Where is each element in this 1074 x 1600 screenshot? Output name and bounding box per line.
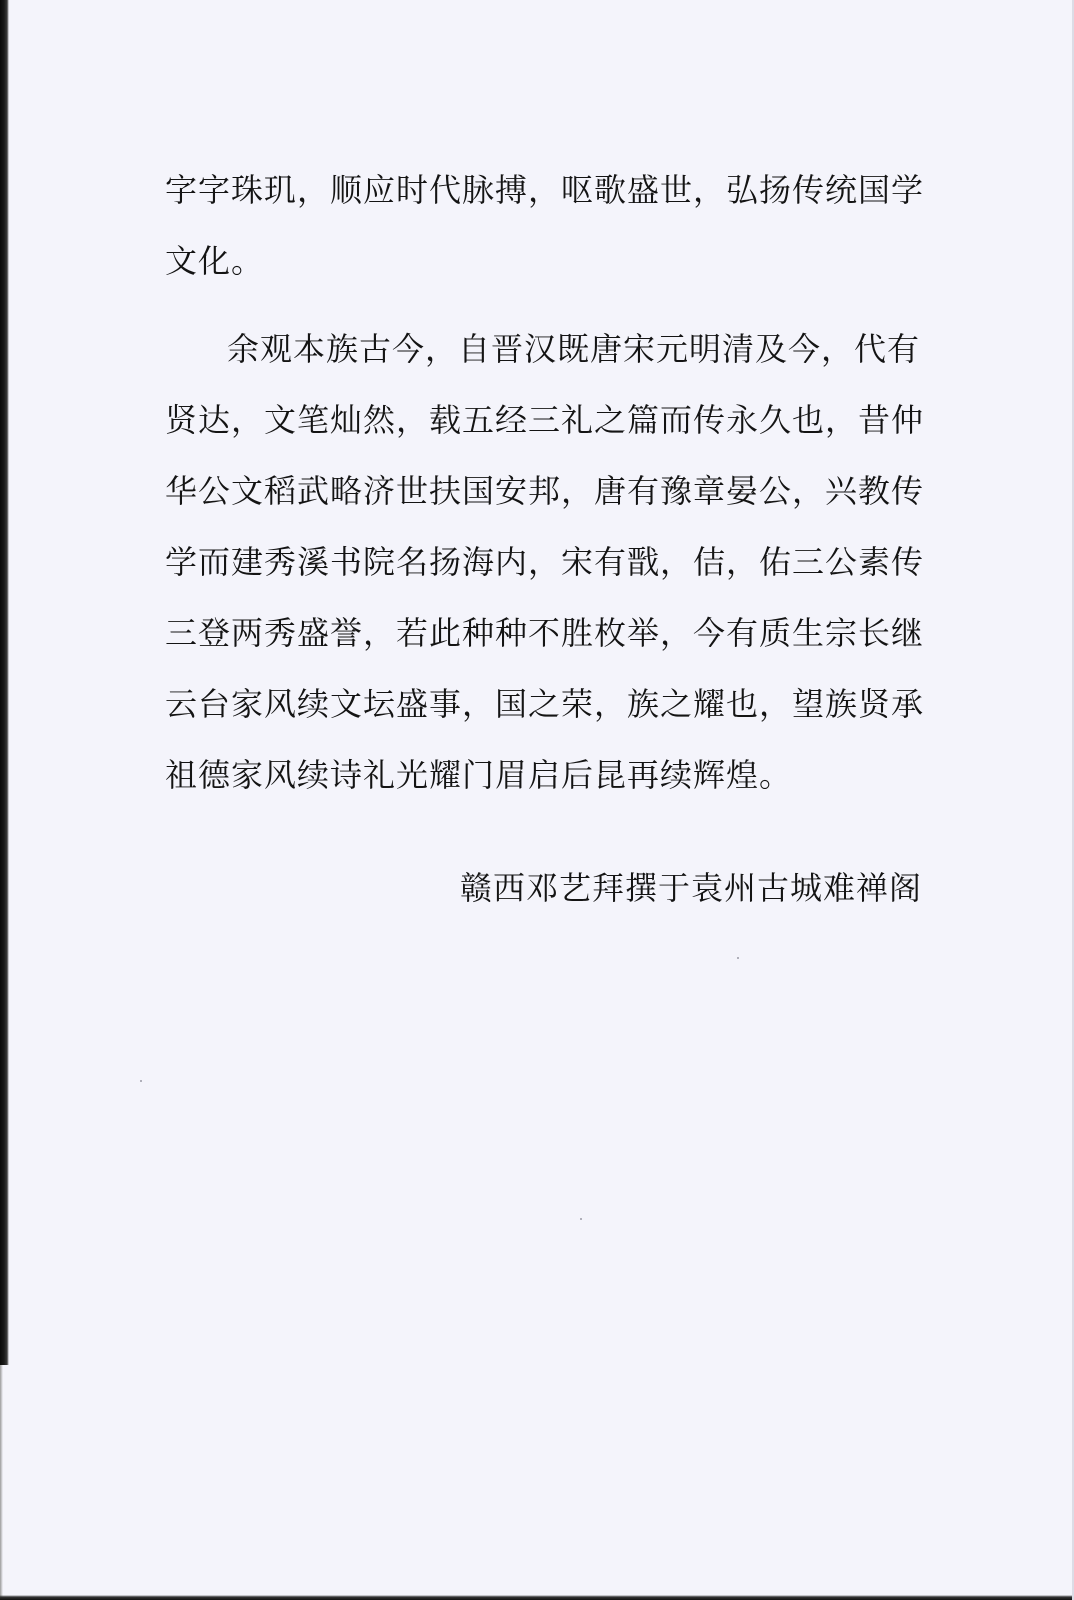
text-line: 字字珠玑，顺应时代脉搏，呕歌盛世，弘扬传统国学 [165, 171, 925, 209]
scan-speck [140, 1080, 142, 1082]
author-signature: 赣西邓艺拜撰于袁州古城难禅阁 [460, 869, 923, 907]
text-line: 祖德家风续诗礼光耀门眉启后昆再续辉煌。 [165, 756, 793, 794]
text-line: 学而建秀溪书院名扬海内，宋有戬，佶，佑三公素传 [165, 543, 925, 581]
scan-speck [737, 957, 739, 959]
text-line: 余观本族古今，自晋汉既唐宋元明清及今，代有 [227, 330, 921, 368]
scan-left-edge-shadow [0, 0, 9, 1365]
text-line: 三登两秀盛誉，若此种种不胜枚举，今有质生宗长继 [165, 614, 925, 652]
text-line: 文化。 [165, 242, 265, 280]
scan-speck [580, 1218, 582, 1220]
body-text [165, 170, 933, 796]
scan-left-edge-shadow-lower [0, 1365, 3, 1600]
text-line: 贤达，文笔灿然，载五经三礼之篇而传永久也，昔仲 [165, 401, 925, 439]
text-line: 华公文稻武略济世扶国安邦，唐有豫章晏公，兴教传 [165, 472, 925, 510]
scan-bottom-edge-shadow [0, 1595, 1074, 1600]
text-line: 云台家风续文坛盛事，国之荣，族之耀也，望族贤承 [165, 685, 925, 723]
